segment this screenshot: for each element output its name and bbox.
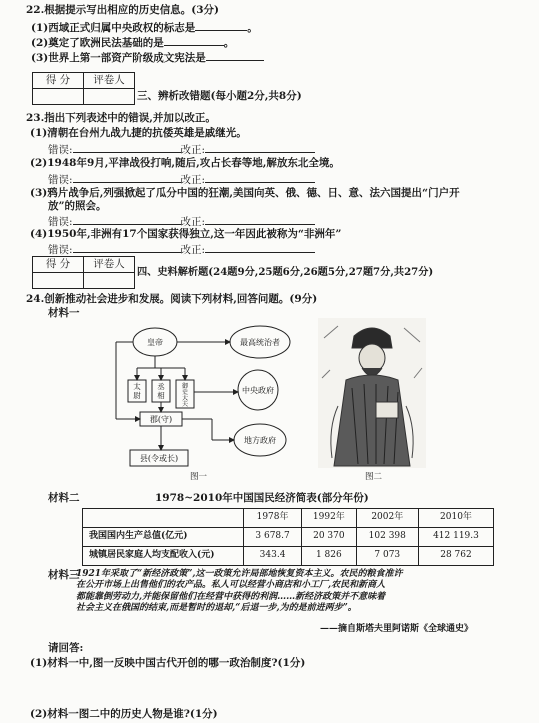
q23-answer-row-1: 错误: 改正: — [48, 142, 315, 157]
score-label: 得 分 — [33, 257, 84, 273]
q24-title: 24.创新推动社会进步和发展。阅读下列材料,回答问题。(9分) — [26, 293, 318, 305]
q23-answer-row-3: 错误: 改正: — [48, 214, 315, 229]
table-title: 1978~2010年中国国民经济简表(部分年份) — [155, 492, 369, 504]
q24-question-1: (1)材料一中,图一反映中国古代开创的哪一政治制度?(1分) — [30, 657, 306, 669]
score-box — [32, 72, 135, 105]
table-row — [83, 547, 494, 566]
answer-label: 请回答: — [48, 642, 84, 654]
table-header-row — [83, 509, 494, 528]
error-blank[interactable] — [73, 172, 181, 183]
table-header-cell — [83, 509, 244, 528]
table-cell: 1 826 — [302, 547, 356, 566]
supreme-label: 最高统治者 — [240, 338, 280, 347]
score-cell[interactable] — [33, 89, 84, 105]
material-1-label: 材料一 — [48, 307, 80, 319]
correction-blank[interactable] — [205, 172, 315, 183]
q22-title: 22.根据提示写出相应的历史信息。(3分) — [26, 4, 220, 16]
material-2-label: 材料二 — [48, 492, 80, 504]
jun-label: 郡(守) — [149, 415, 173, 424]
error-blank[interactable] — [73, 214, 181, 225]
yushi-label: 御史大夫 — [181, 383, 189, 408]
section-4-title: 四、史料解析题(24题9分,25题6分,26题5分,27题7分,共27分) — [137, 266, 434, 278]
material-3-line: 都能靠倒劳动力,并能保留他们在经营中获得的利润……新经济政策并不意味着 — [76, 591, 386, 602]
correction-blank[interactable] — [205, 242, 315, 253]
taiwei-label: 太尉 — [133, 382, 141, 400]
historical-figure-portrait — [318, 318, 426, 468]
table-cell: 412 119.3 — [418, 528, 493, 547]
material-3-source: ——摘自斯塔夫里阿诺斯《全球通史》 — [320, 624, 474, 634]
material-3-text — [76, 569, 521, 614]
answer-blank[interactable] — [206, 50, 264, 61]
table-header-cell: 2002年 — [356, 509, 418, 528]
q23-item-4: (4)1950年,非洲有17个国家获得独立,这一年因此被称为“非洲年” — [30, 228, 342, 240]
q23-item-3-cont: 放”的照会。 — [48, 200, 107, 212]
xian-label: 县(令或长) — [139, 454, 179, 463]
figure-2-caption: 图二 — [365, 472, 383, 482]
score-label: 得 分 — [33, 73, 84, 89]
correction-blank[interactable] — [205, 142, 315, 153]
emperor-label: 皇帝 — [147, 338, 163, 347]
economy-table — [82, 508, 494, 566]
table-row — [83, 528, 494, 547]
q22-item-3: (3)世界上第一部资产阶级成文宪法是 — [31, 50, 264, 65]
score-box — [32, 256, 135, 289]
material-3-line: 社会主义在俄国的结束,而是暂时的退却,“后退一步,为的是前进两步”。 — [76, 602, 357, 613]
chengxiang-label: 丞相 — [157, 382, 165, 400]
local-label: 地方政府 — [244, 436, 276, 445]
answer-blank[interactable] — [195, 20, 247, 31]
q23-item-2: (2)1948年9月,平津战役打响,随后,攻占长春等地,解放东北全境。 — [30, 157, 340, 169]
q23-title: 23.指出下列表述中的错误,并加以改正。 — [26, 112, 216, 124]
material-3-line: 1921年采取了“新经济政策”,这一政策允许局部地恢复资本主义。农民的粮食准许 — [76, 569, 403, 579]
error-blank[interactable] — [73, 242, 181, 253]
q23-item-1: (1)清朝在台州九战九捷的抗倭英雄是戚继光。 — [30, 127, 247, 139]
answer-area-1[interactable] — [30, 670, 510, 706]
score-cell[interactable] — [33, 273, 84, 289]
figure-1-caption: 图一 — [190, 472, 208, 482]
table-cell: 343.4 — [244, 547, 302, 566]
central-label: 中央政府 — [242, 386, 274, 395]
table-header-cell: 2010年 — [418, 509, 493, 528]
q23-answer-row-2: 错误: 改正: — [48, 172, 315, 187]
table-header-cell: 1978年 — [244, 509, 302, 528]
grader-cell[interactable] — [84, 89, 135, 105]
q23-answer-row-4: 错误: 改正: — [48, 242, 315, 257]
table-header-cell: 1992年 — [302, 509, 356, 528]
table-cell: 102 398 — [356, 528, 418, 547]
grader-label: 评卷人 — [84, 73, 135, 89]
table-cell: 7 073 — [356, 547, 418, 566]
q22-item-2: (2)奠定了欧洲民法基础的是 。 — [31, 37, 235, 49]
material-3-line: 在公开市场上出售他们的农产品。私人可以经营小商店和小工厂,农民和新商人 — [76, 580, 386, 591]
table-row-label: 城镇居民家庭人均支配收入(元) — [83, 547, 244, 566]
grader-cell[interactable] — [84, 273, 135, 289]
table-cell: 28 762 — [418, 547, 493, 566]
answer-blank[interactable] — [164, 35, 224, 46]
central-system-diagram — [100, 318, 300, 478]
q24-question-2: (2)材料一图二中的历史人物是谁?(1分) — [30, 708, 218, 720]
grader-label: 评卷人 — [84, 257, 135, 273]
error-blank[interactable] — [73, 142, 181, 153]
table-row-label: 我国国内生产总值(亿元) — [83, 528, 244, 547]
correction-blank[interactable] — [205, 214, 315, 225]
table-cell: 3 678.7 — [244, 528, 302, 547]
table-cell: 20 370 — [302, 528, 356, 547]
material-3-label: 材料三 — [48, 569, 80, 581]
section-3-title: 三、辨析改错题(每小题2分,共8分) — [137, 90, 302, 102]
q23-item-3: (3)鸦片战争后,列强掀起了瓜分中国的狂潮,美国向英、俄、德、日、意、法六国提出“门户开 — [30, 187, 460, 199]
q22-item-1: (1)西域正式归属中央政权的标志是 。 — [31, 22, 258, 34]
